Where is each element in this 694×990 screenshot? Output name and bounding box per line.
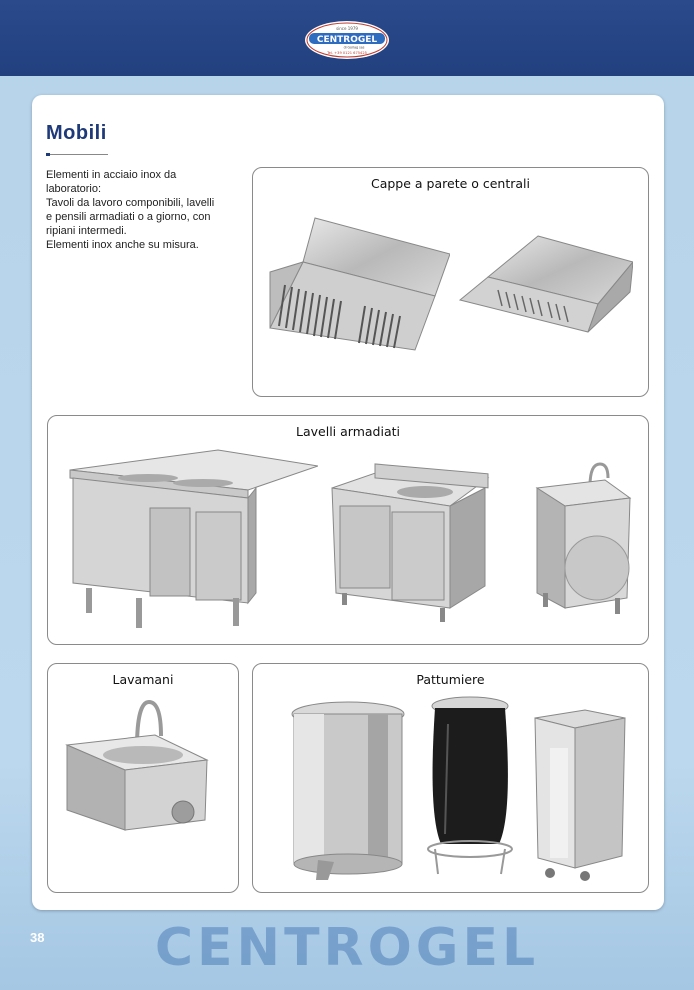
panel-title: Lavamani [112, 672, 174, 687]
bag-holder-bin-image [423, 694, 518, 879]
intro-text [46, 168, 236, 252]
brand-watermark: CENTROGEL [154, 918, 540, 978]
svg-text:since 1979: since 1979 [336, 26, 358, 31]
square-bin-image [530, 708, 630, 883]
round-bin-image [288, 700, 408, 880]
intro-line: e pensili armadiati o a giorno, con [46, 211, 211, 223]
intro-line: ripiani intermedi. [46, 225, 127, 237]
centrogel-logo [304, 20, 390, 60]
intro-line: Elementi in acciaio inox da [46, 169, 177, 181]
svg-text:CENTROGEL: CENTROGEL [316, 35, 378, 45]
panel-title: Cappe a parete o centrali [370, 176, 531, 191]
page-number: 38 [30, 930, 45, 945]
page-title: Mobili [46, 122, 107, 144]
intro-line: Tavoli da lavoro componibili, lavelli [46, 197, 215, 209]
svg-text:Tel. +39 0121 675425: Tel. +39 0121 675425 [327, 51, 367, 55]
washbasin-image [65, 700, 210, 840]
intro-line: Elementi inox anche su misura. [46, 239, 199, 251]
panel-title: Pattumiere [416, 672, 485, 687]
sink-cabinet-large-image [68, 448, 318, 633]
central-hood-image [458, 232, 633, 342]
wall-hood-image [265, 210, 450, 360]
hand-sink-cabinet-image [535, 458, 635, 623]
svg-text:di Gorlag sas: di Gorlag sas [343, 45, 365, 50]
sink-cabinet-single-image [330, 458, 490, 628]
title-divider [46, 154, 108, 155]
panel-title: Lavelli armadiati [296, 424, 400, 439]
intro-line: laboratorio: [46, 183, 102, 195]
